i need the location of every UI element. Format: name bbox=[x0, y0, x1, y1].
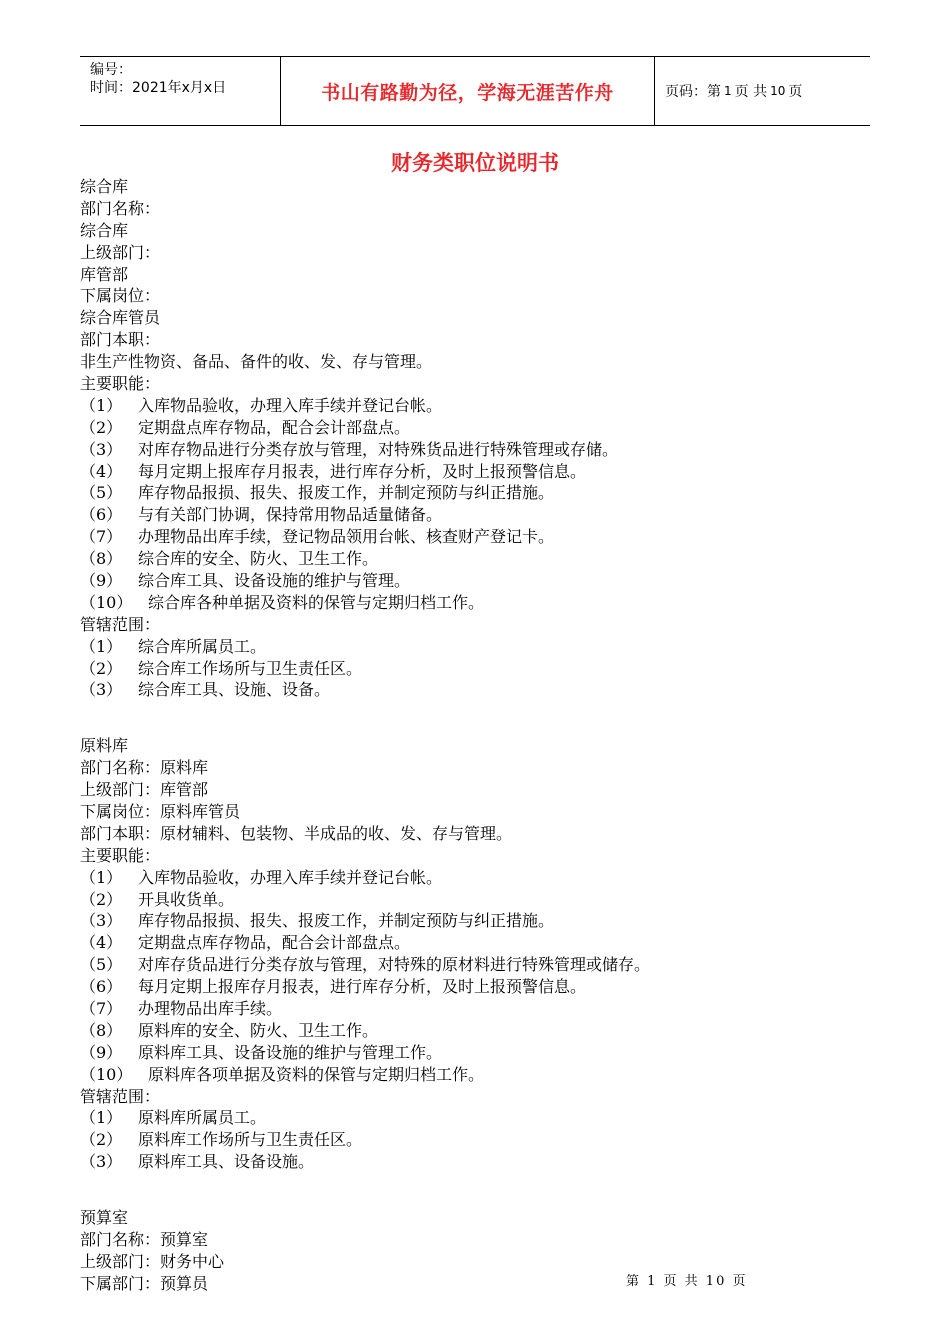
page-prefix: 页码：第 bbox=[665, 84, 721, 100]
list-item: （1） 原料库所属员工。 bbox=[80, 1108, 267, 1128]
page-number: 1 bbox=[724, 84, 732, 98]
list-item: （8） 综合库的安全、防火、卫生工作。 bbox=[80, 549, 379, 569]
list-item: （6） 每月定期上报库存月报表，进行库存分析，及时上报预警信息。 bbox=[80, 977, 587, 997]
duty-value: 非生产性物资、备品、备件的收、发、存与管理。 bbox=[80, 352, 433, 372]
list-item: （9） 原料库工具、设备设施的维护与管理工作。 bbox=[80, 1042, 443, 1062]
scope-list bbox=[80, 636, 880, 702]
document-header bbox=[80, 56, 870, 126]
list-item: （8） 原料库的安全、防火、卫生工作。 bbox=[80, 1020, 379, 1040]
dept-name-line: 部门名称：预算室 bbox=[80, 1229, 209, 1249]
functions-label: 主要职能： bbox=[80, 845, 161, 865]
header-meta bbox=[80, 57, 281, 125]
scope-label: 管辖范围： bbox=[80, 614, 161, 634]
page-footer: 第 1 页 共 10 页 bbox=[626, 1274, 748, 1289]
scope-list bbox=[80, 1107, 880, 1173]
list-item: （10） 原料库各项单据及资料的保管与定期归档工作。 bbox=[80, 1064, 485, 1084]
page-suffix: 页 bbox=[788, 84, 803, 100]
list-item: （4） 定期盘点库存物品，配合会计部盘点。 bbox=[80, 933, 411, 953]
time-label: 时间：2021年x月x日 bbox=[90, 80, 227, 96]
list-item: （3） 对库存物品进行分类存放与管理，对特殊货品进行特殊管理或存储。 bbox=[80, 439, 619, 459]
list-item: （6） 与有关部门协调，保持常用物品适量储备。 bbox=[80, 505, 443, 525]
superior-value: 库管部 bbox=[80, 264, 129, 284]
section-heading: 综合库 bbox=[80, 177, 129, 196]
sub-department-line: 下属部门：预算员 bbox=[80, 1273, 209, 1293]
list-item: （7） 办理物品出库手续。 bbox=[80, 998, 283, 1018]
list-item: （3） 综合库工具、设施、设备。 bbox=[80, 680, 331, 700]
list-item: （9） 综合库工具、设备设施的维护与管理。 bbox=[80, 571, 411, 591]
dept-name-line: 部门名称：原料库 bbox=[80, 758, 209, 778]
functions-list bbox=[80, 395, 880, 614]
document-title: 财务类职位说明书 bbox=[391, 151, 559, 175]
list-item: （4） 每月定期上报库存月报表，进行库存分析，及时上报预警信息。 bbox=[80, 461, 587, 481]
list-item: （3） 库存物品报损、报失、报废工作，并制定预防与纠正措施。 bbox=[80, 911, 555, 931]
list-item: （5） 库存物品报损、报失、报废工作，并制定预防与纠正措施。 bbox=[80, 483, 555, 503]
list-item: （7） 办理物品出库手续，登记物品领用台帐、核查财产登记卡。 bbox=[80, 527, 555, 547]
document-body bbox=[80, 176, 880, 1295]
superior-line: 上级部门：财务中心 bbox=[80, 1251, 225, 1271]
dept-name-label: 部门名称： bbox=[80, 198, 161, 218]
duty-label: 部门本职： bbox=[80, 330, 161, 350]
section-heading: 原料库 bbox=[80, 736, 129, 756]
superior-label: 上级部门： bbox=[80, 242, 161, 262]
list-item: （1） 入库物品验收，办理入库手续并登记台帐。 bbox=[80, 867, 443, 887]
sub-position-line: 下属岗位：原料库管员 bbox=[80, 801, 241, 821]
header-page-info bbox=[655, 57, 870, 125]
list-item: （2） 开具收货单。 bbox=[80, 889, 235, 909]
list-item: （5） 对库存货品进行分类存放与管理，对特殊的原材料进行特殊管理或储存。 bbox=[80, 955, 651, 975]
list-item: （1） 入库物品验收，办理入库手续并登记台帐。 bbox=[80, 395, 443, 415]
duty-line: 部门本职：原材辅料、包装物、半成品的收、发、存与管理。 bbox=[80, 823, 513, 843]
list-item: （10） 综合库各种单据及资料的保管与定期归档工作。 bbox=[80, 592, 485, 612]
serial-label: 编号： bbox=[90, 62, 132, 78]
functions-list bbox=[80, 867, 880, 1086]
list-item: （2） 原料库工作场所与卫生责任区。 bbox=[80, 1130, 363, 1150]
functions-label: 主要职能： bbox=[80, 374, 161, 394]
header-motto: 书山有路勤为径，学海无涯苦作舟 bbox=[281, 57, 655, 125]
scope-label: 管辖范围： bbox=[80, 1086, 161, 1106]
superior-line: 上级部门：库管部 bbox=[80, 780, 209, 800]
list-item: （2） 定期盘点库存物品，配合会计部盘点。 bbox=[80, 417, 411, 437]
section-heading: 预算室 bbox=[80, 1207, 129, 1227]
list-item: （3） 原料库工具、设备设施。 bbox=[80, 1152, 315, 1172]
sub-position-label: 下属岗位： bbox=[80, 286, 161, 306]
list-item: （2） 综合库工作场所与卫生责任区。 bbox=[80, 658, 363, 678]
list-item: （1） 综合库所属员工。 bbox=[80, 636, 267, 656]
sub-position-value: 综合库管员 bbox=[80, 308, 161, 328]
page-total: 10 bbox=[770, 84, 786, 98]
page-mid: 页 共 bbox=[734, 84, 768, 100]
dept-name-value: 综合库 bbox=[80, 220, 129, 240]
